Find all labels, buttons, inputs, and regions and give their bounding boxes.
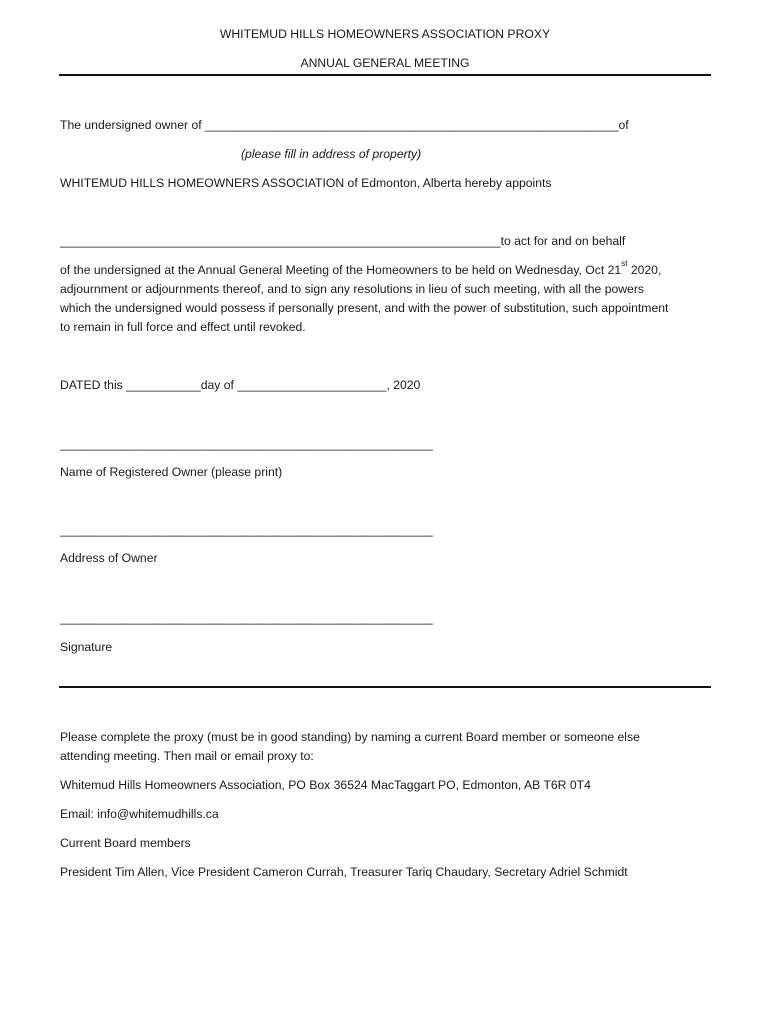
body-line-2: adjournment or adjournments thereof, and to sign any resolutions in lieu of such meeting, with all the powers: [60, 282, 644, 296]
body-line-3: which the undersigned would possess if personally present, and with the power of substitution, such appointment: [60, 301, 669, 315]
owner-address-label: Address of Owner: [60, 551, 158, 565]
owner-address-blank[interactable]: _______________________________________________________: [60, 523, 433, 537]
proxy-line-suffix: to act for and on behalf: [500, 234, 626, 248]
instructions-line-1: Please complete the proxy (must be in good standing) by naming a current Board member or someone else: [60, 730, 640, 744]
dated-prefix: DATED this: [60, 378, 123, 392]
header-divider: [59, 74, 711, 76]
footer-divider: [59, 686, 711, 688]
board-members: President Tim Allen, Vice President Cameron Currah, Treasurer Tariq Chaudary, Secretary Adriel Schmidt: [60, 865, 628, 879]
day-blank[interactable]: ___________: [126, 378, 201, 392]
document-subtitle: ANNUAL GENERAL MEETING: [300, 56, 470, 70]
instructions-line-2: attending meeting. Then mail or email proxy to:: [60, 749, 314, 763]
owner-name-blank[interactable]: _______________________________________________________: [60, 437, 433, 451]
proxy-name-blank[interactable]: _________________________________________________________________: [60, 234, 501, 248]
ordinal-suffix: st: [621, 259, 628, 268]
address-hint: (please fill in address of property): [241, 147, 422, 161]
proxy-line: [60, 233, 625, 249]
document-title: WHITEMUD HILLS HOMEOWNERS ASSOCIATION PROXY: [219, 27, 551, 41]
dated-year: , 2020: [386, 378, 421, 392]
owner-name-label: Name of Registered Owner (please print): [60, 465, 283, 479]
owner-line-suffix: of: [618, 118, 629, 132]
contact-email[interactable]: Email: info@whitemudhills.ca: [60, 807, 219, 821]
mailing-address: Whitemud Hills Homeowners Association, PO Box 36524 MacTaggart PO, Edmonton, AB T6R 0T4: [60, 778, 591, 792]
body-line-1: of the undersigned at the Annual General Meeting of the Homeowners to be held on Wednesday, Oct 21: [60, 263, 622, 277]
body-year: 2020,: [627, 263, 662, 277]
month-blank[interactable]: ______________________: [237, 378, 387, 392]
body-line-4: to remain in full force and effect until revoked.: [60, 320, 306, 334]
signature-label: Signature: [60, 640, 113, 654]
owner-line-prefix: The undersigned owner of: [60, 118, 202, 132]
appoint-line: WHITEMUD HILLS HOMEOWNERS ASSOCIATION of Edmonton, Alberta hereby appoints: [60, 176, 552, 190]
dated-line: [60, 377, 420, 393]
signature-blank[interactable]: _______________________________________________________: [60, 611, 433, 625]
property-address-blank[interactable]: _____________________________________________________________: [205, 118, 619, 132]
owner-line: [60, 117, 629, 133]
instructions-paragraph: [60, 728, 710, 766]
proxy-body-paragraph: [60, 261, 710, 337]
dated-mid: day of: [200, 378, 234, 392]
board-heading: Current Board members: [60, 836, 191, 850]
